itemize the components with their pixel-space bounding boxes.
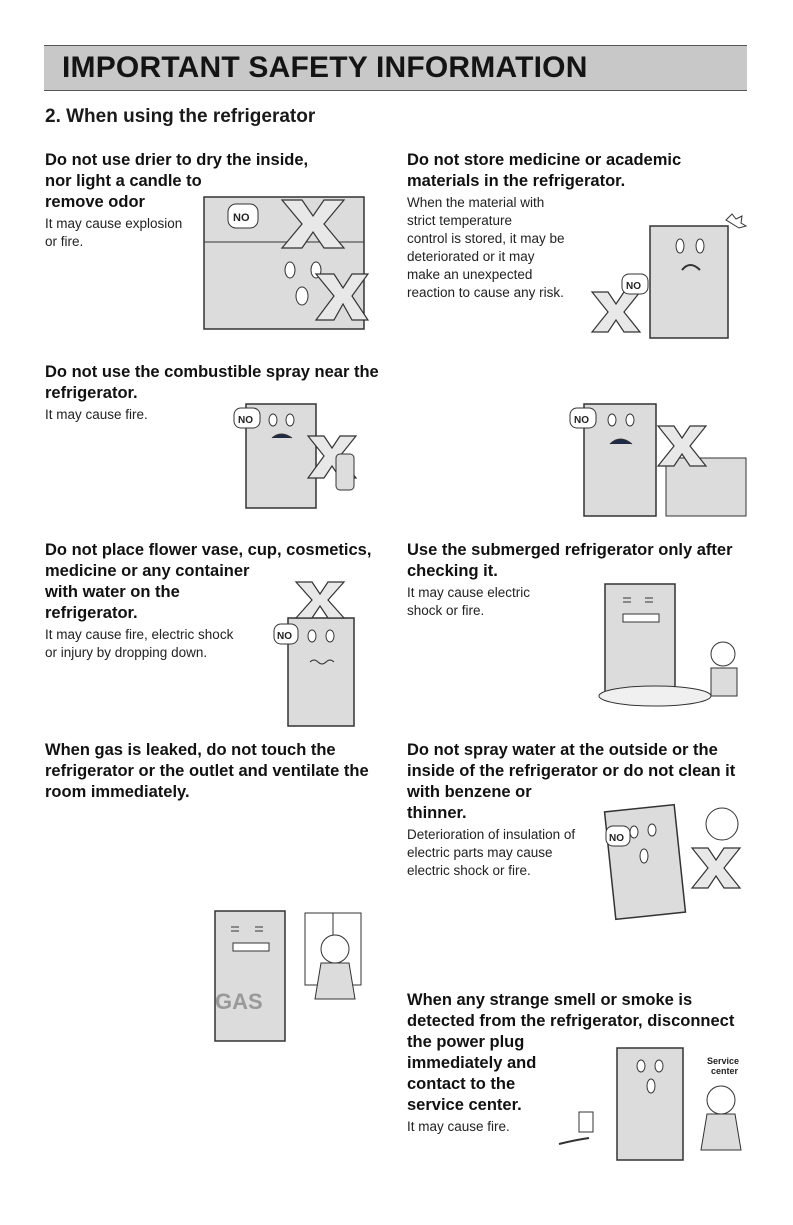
hand-no-icon [274, 624, 298, 644]
hand-no-icon [570, 408, 596, 428]
item-title [407, 540, 752, 582]
header-bar [44, 45, 747, 91]
fridge-eye [676, 239, 684, 253]
no-label: NO [277, 631, 292, 642]
item-body-line: reaction to cause any risk. [407, 285, 564, 300]
illustration-gas-leak [175, 905, 390, 1050]
service-center-label: center [711, 1066, 739, 1076]
item-body-line: It may cause electric [407, 585, 531, 600]
fridge-eye [326, 630, 334, 642]
fridge-eye [648, 824, 656, 836]
gas-label: GAS [215, 989, 263, 1014]
item-title [45, 740, 395, 803]
no-label: NO [626, 281, 641, 292]
item-title-line: Use the submerged refrigerator only after [407, 541, 733, 559]
illustration-medicine [590, 212, 760, 344]
fridge-eye [608, 414, 616, 426]
item-title-line: detected from the refrigerator, disconnect [407, 1012, 735, 1030]
illustration-submerged [585, 580, 755, 708]
fridge-mouth [647, 1079, 655, 1093]
item-body-line: It may cause explosion [45, 216, 183, 231]
item-title-line: checking it. [407, 562, 498, 580]
cross-mark-icon [692, 848, 740, 888]
item-body-line: It may cause fire, electric shock [45, 627, 234, 642]
item-body-line: electric parts may cause [407, 845, 553, 860]
fridge-eye [269, 414, 277, 426]
item-body-line: deteriorated or it may [407, 249, 535, 264]
item-title-line: Do not spray water at the outside or the [407, 741, 718, 759]
fridge-eye [655, 1060, 663, 1072]
illustration-vase [262, 578, 384, 730]
item-body-line: or fire. [45, 234, 84, 249]
item-title-line: immediately and [407, 1054, 537, 1072]
item-title-line: Do not place flower vase, cup, cosmetics, [45, 541, 372, 559]
item-body-line: control is stored, it may be [407, 231, 565, 246]
cross-mark-icon [592, 292, 640, 332]
item-title-line: refrigerator or the outlet and ventilate the [45, 762, 369, 780]
fridge-mouth [640, 849, 648, 863]
item-title-line: remove odor [45, 193, 145, 211]
refrigerator-body [650, 226, 728, 338]
gas-stove-icon [666, 458, 746, 516]
fridge-eye [285, 262, 295, 278]
item-body-line: shock or fire. [407, 603, 485, 618]
fridge-eye [308, 630, 316, 642]
item-title-line: Do not use the combustible spray near the [45, 363, 379, 381]
hand-no-icon [606, 826, 630, 846]
no-label: NO [238, 415, 253, 426]
no-label: NO [233, 212, 250, 224]
item-title-line: room immediately. [45, 783, 190, 801]
fridge-mouth [296, 287, 308, 305]
item-body-line: strict temperature [407, 213, 513, 228]
no-label: NO [574, 415, 589, 426]
illustration-gas-stove [550, 396, 750, 524]
spray-can-icon [336, 454, 354, 490]
fridge-eye [286, 414, 294, 426]
item-body-line: make an unexpected [407, 267, 533, 282]
fridge-mouth [233, 943, 269, 951]
item-title-line: Do not store medicine or academic [407, 151, 682, 169]
item-title-line: materials in the refrigerator. [407, 172, 626, 190]
service-center-label: Service [707, 1056, 740, 1066]
fridge-mouth [623, 614, 659, 622]
power-plug-icon [559, 1138, 589, 1144]
item-title-line: nor light a candle to [45, 172, 202, 190]
water-puddle-icon [599, 686, 711, 706]
item-body-line: or injury by dropping down. [45, 645, 208, 660]
item-body-line: Deterioration of insulation of [407, 827, 576, 842]
item-title-line: refrigerator. [45, 384, 138, 402]
item-title-line: with benzene or [407, 783, 532, 801]
item-body-line: It may cause fire. [407, 1119, 510, 1134]
fridge-eye [696, 239, 704, 253]
item-title-line: inside of the refrigerator or do not clean it [407, 762, 736, 780]
illustration-benzene [600, 790, 750, 930]
repairman-icon [711, 642, 735, 666]
item-title-line: contact to the [407, 1075, 516, 1093]
item-title-line: When gas is leaked, do not touch the [45, 741, 336, 759]
section-heading: 2. When using the refrigerator [45, 106, 316, 127]
fridge-eye [637, 1060, 645, 1072]
hand-no-icon [234, 408, 260, 428]
item-title-line: with water on the [45, 583, 180, 601]
item-body-line: It may cause fire. [45, 407, 148, 422]
refrigerator-body [605, 584, 675, 700]
item-title-line: service center. [407, 1096, 522, 1114]
girl-icon [707, 1086, 735, 1114]
power-outlet-icon [579, 1112, 593, 1132]
item-title-line: When any strange smell or smoke is [407, 991, 693, 1009]
no-label: NO [609, 833, 624, 844]
item-title-line: thinner. [407, 804, 467, 822]
item-body-line: electric shock or fire. [407, 863, 531, 878]
hand-no-icon [622, 274, 648, 294]
refrigerator-body [215, 911, 285, 1041]
illustration-drier-candle [198, 192, 373, 332]
item-title [407, 150, 747, 192]
girl-icon [706, 808, 738, 840]
hand-no-icon [228, 204, 258, 228]
illustration-spray [218, 396, 383, 512]
sweat-cloud-icon [726, 214, 746, 228]
safety-item-gas-leak [45, 740, 395, 803]
item-title-line: refrigerator. [45, 604, 138, 622]
illustration-smoke [555, 1044, 755, 1166]
refrigerator-body [617, 1048, 683, 1160]
fridge-eye [630, 826, 638, 838]
item-title-line: the power plug [407, 1033, 525, 1051]
page-title: IMPORTANT SAFETY INFORMATION [62, 51, 588, 84]
cross-mark-icon [296, 582, 344, 618]
item-title-line: medicine or any container [45, 562, 250, 580]
girl-icon [321, 935, 349, 963]
item-title-line: Do not use drier to dry the inside, [45, 151, 309, 169]
item-body-line: When the material with [407, 195, 545, 210]
fridge-eye [626, 414, 634, 426]
